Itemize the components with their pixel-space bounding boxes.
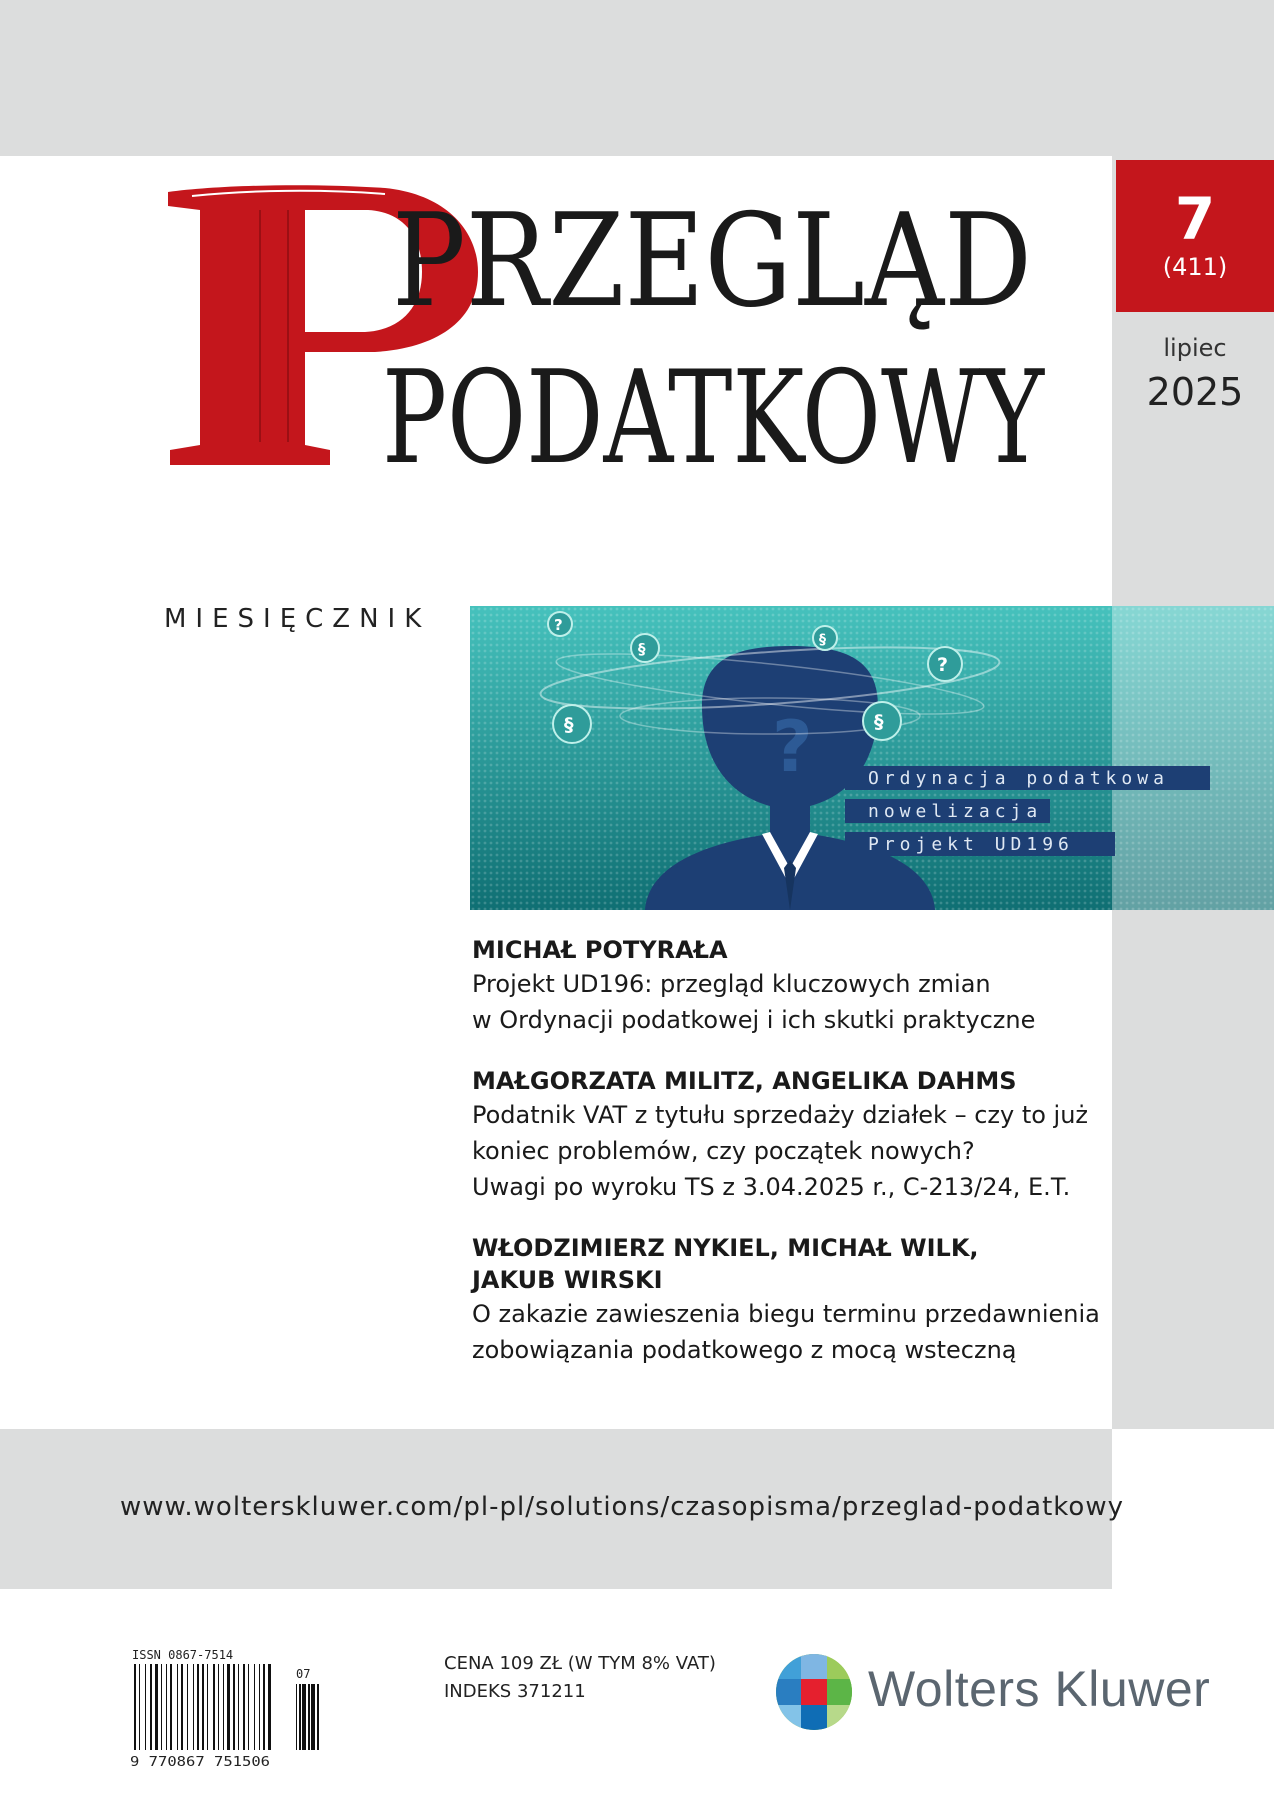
barcode-bar [181,1664,183,1750]
barcode-bar [268,1664,271,1750]
barcode-bar [150,1664,152,1750]
barcode-addon-bar [311,1684,314,1750]
article-author: WŁODZIMIERZ NYKIEL, MICHAŁ WILK, [472,1234,979,1262]
barcode-bar [187,1664,188,1750]
svg-text:§: § [819,632,826,648]
caption-line-1: Ordynacja podatkowa [868,768,1169,789]
barcode-bar [134,1664,136,1750]
barcode-bar [166,1664,167,1750]
masthead-line-2: PODATKOWY [382,344,1046,480]
barcode-addon-bar [317,1684,319,1750]
barcode-addon-bar [308,1684,310,1750]
price-label: CENA 109 ZŁ (W TYM 8% VAT) [444,1653,716,1674]
barcode [130,1648,320,1768]
caption-line-3: Projekt UD196 [868,834,1074,855]
index-label: INDEKS 371211 [444,1681,586,1702]
article-entry [472,1065,1112,1205]
issn-number: ISSN 0867-7514 [132,1648,234,1662]
masthead-logo [160,180,1060,480]
article-title-line: koniec problemów, czy początek nowych? [472,1137,975,1165]
issue-number-box [1116,160,1274,312]
barcode-addon-bar [296,1684,297,1750]
article-entry [472,934,1112,1038]
top-gray-band [0,0,1112,156]
article-entry [472,1232,1112,1368]
website-url[interactable]: www.wolterskluwer.com/pl-pl/solutions/czasopisma/przeglad-podatkowy [120,1492,1124,1522]
barcode-bar [177,1664,178,1750]
barcode-bar [259,1664,260,1750]
barcode-bar [193,1664,194,1750]
publisher-name: Wolters Kluwer [868,1661,1211,1717]
barcode-bar [227,1664,230,1750]
article-title-line: Projekt UD196: przegląd kluczowych zmian [472,970,991,998]
svg-text:§: § [564,714,574,736]
barcode-addon-bar [314,1684,315,1750]
barcode-bar [223,1664,224,1750]
barcode-bar [243,1664,245,1750]
issue-total-number: (411) [1162,253,1228,281]
masthead-line-1: PRZEGLĄD [392,187,1032,336]
question-icon [548,612,572,636]
issue-month: lipiec [1163,334,1227,362]
barcode-bars [134,1664,319,1750]
barcode-addon-bar [305,1684,306,1750]
svg-text:?: ? [937,654,949,676]
barcode-bar [145,1664,146,1750]
svg-text:?: ? [554,616,563,634]
barcode-addon-bar [299,1684,301,1750]
svg-text:§: § [638,640,646,658]
article-author: MAŁGORZATA MILITZ, ANGELIKA DAHMS [472,1067,1017,1095]
magazine-frequency: MIESIĘCZNIK [164,604,431,634]
issue-year: 2025 [1146,370,1244,414]
barcode-bar [207,1664,208,1750]
article-title-line: O zakazie zawieszenia biegu terminu przedawnienia [472,1300,1100,1328]
caption-line-2: nowelizacja [868,801,1043,822]
paragraph-icon [813,626,837,650]
question-icon [928,647,962,681]
article-title-line: zobowiązania podatkowego z mocą wsteczną [472,1336,1017,1364]
issue-number: 7 [1174,185,1216,253]
barcode-bar [161,1664,162,1750]
article-author: JAKUB WIRSKI [472,1266,663,1294]
article-title-line: w Ordynacji podatkowej i ich skutki praktyczne [472,1006,1036,1034]
paragraph-icon [863,702,901,740]
price-block [444,1650,716,1706]
barcode-addon-bar [302,1684,305,1750]
barcode-addon: 07 [296,1667,311,1681]
barcode-number: 9 770867 751506 [130,1755,270,1768]
question-mark-icon: ? [772,706,813,788]
barcode-bar [254,1664,255,1750]
barcode-bar [139,1664,140,1750]
article-author: MICHAŁ POTYRAŁA [472,936,728,964]
barcode-bar [248,1664,249,1750]
barcode-bar [170,1664,172,1750]
svg-text:§: § [874,711,884,733]
paragraph-icon [631,634,659,662]
barcode-bar [202,1664,204,1750]
barcode-bar [197,1664,199,1750]
barcode-bar [213,1664,215,1750]
barcode-bar [263,1664,265,1750]
cover-illustration [470,606,1274,910]
article-title-line: Uwagi po wyroku TS z 3.04.2025 r., C-213/24, E.T. [472,1173,1071,1201]
article-title-line: Podatnik VAT z tytułu sprzedaży działek – czy to już [472,1101,1089,1129]
barcode-bar [218,1664,219,1750]
paragraph-icon [553,705,591,743]
barcode-bar [233,1664,235,1750]
barcode-bar [155,1664,158,1750]
barcode-bar [238,1664,239,1750]
wolters-kluwer-logo-icon [774,1652,854,1732]
